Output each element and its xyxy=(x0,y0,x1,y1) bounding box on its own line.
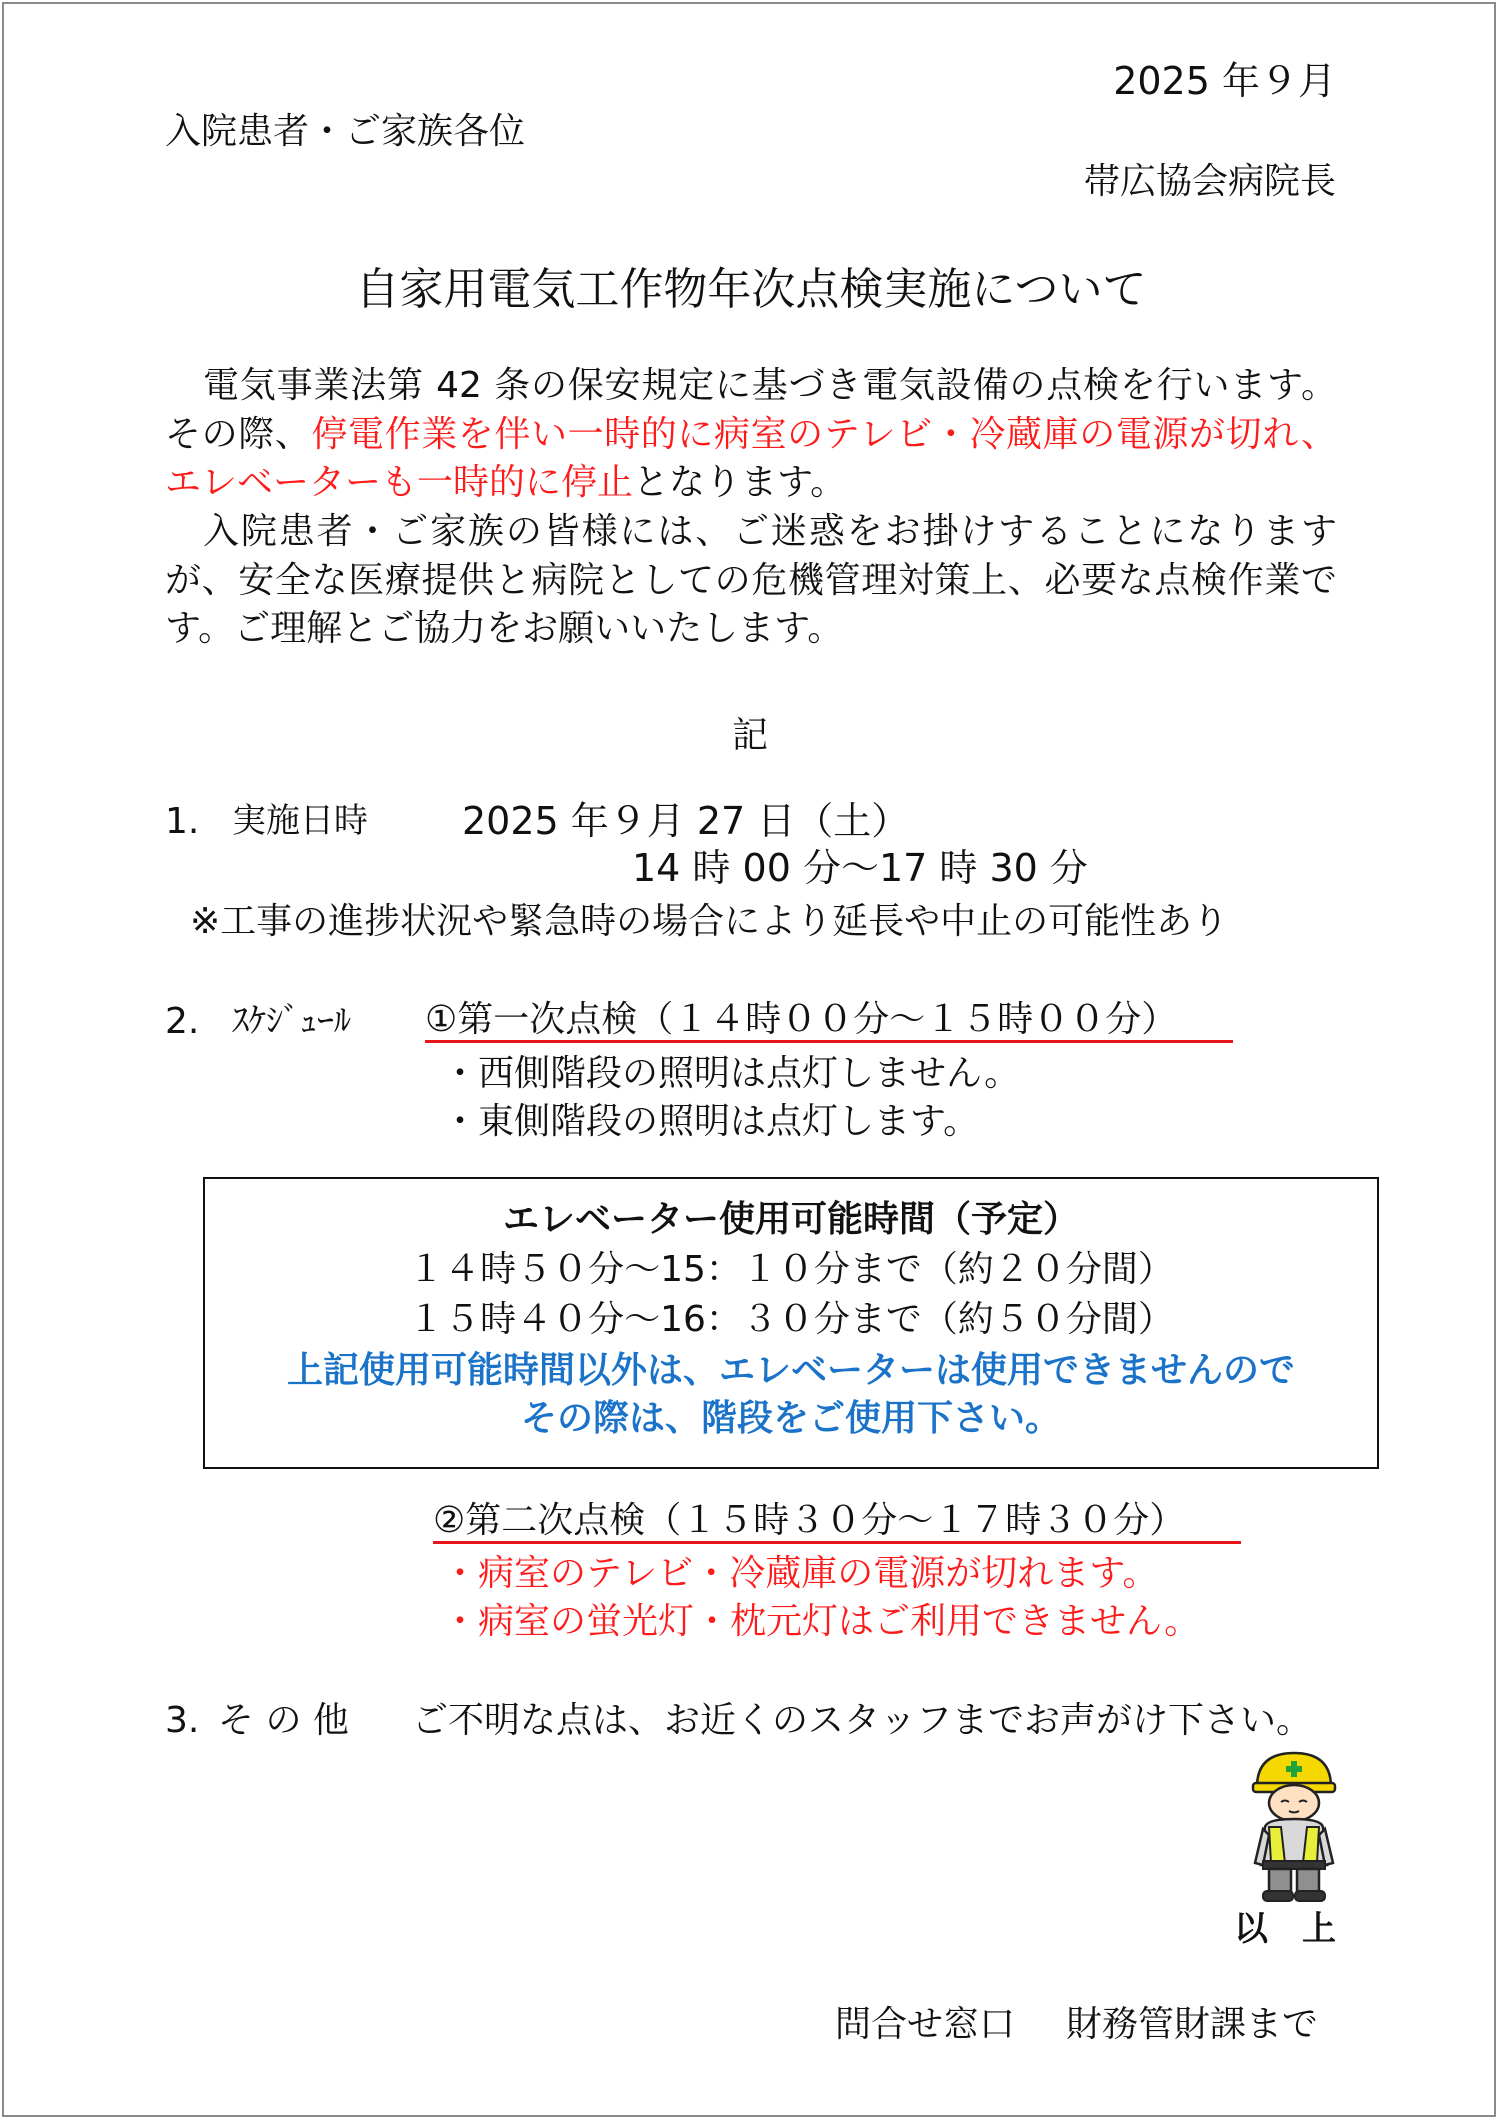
ki-marker: 記 xyxy=(731,715,768,756)
section1-label: 実施日時 xyxy=(232,801,368,841)
section3-number: 3. xyxy=(165,1700,200,1741)
page-title: 自家用電気工作物年次点検実施について xyxy=(355,264,1147,315)
intro-text-end: となります。 xyxy=(633,462,847,503)
extension-note: ※工事の進捗状況や緊急時の場合により延長や中止の可能性あり xyxy=(190,901,1229,942)
first-inspection-underline xyxy=(425,1040,1233,1043)
second-inspection-underline xyxy=(433,1541,1241,1544)
section3-label: そ の 他 xyxy=(218,1700,349,1741)
elevator-box-title: エレベーター使用可能時間（予定） xyxy=(502,1199,1079,1240)
first-inspection-item: ・西側階段の照明は点灯しません。 xyxy=(442,1053,1021,1094)
notice-date: 2025 年９月 xyxy=(1113,59,1336,103)
contact-label: 問合せ窓口 xyxy=(835,2004,1016,2045)
intro-paragraph-1 xyxy=(165,362,1337,508)
second-inspection-heading: ②第二次点検（１５時３０分～１７時３０分） xyxy=(433,1500,1186,1541)
first-inspection-heading: ①第一次点検（１４時００分～１５時００分） xyxy=(425,999,1178,1040)
elevator-notice-stairs: その際は、階段をご使用下さい。 xyxy=(520,1398,1061,1439)
elevator-window-2: １５時４０分～16：３０分まで（約５０分間） xyxy=(408,1299,1174,1340)
contact-department: 財務管財課まで xyxy=(1066,2004,1319,2045)
second-inspection-item: ・病室のテレビ・冷蔵庫の電源が切れます。 xyxy=(442,1553,1159,1594)
second-inspection-item: ・病室の蛍光灯・枕元灯はご利用できません。 xyxy=(442,1601,1201,1642)
elevator-notice: 上記使用可能時間以外は、エレベーターは使用できませんので xyxy=(286,1350,1295,1391)
section1-number: 1. xyxy=(165,801,200,842)
sender: 帯広協会病院長 xyxy=(1083,161,1336,202)
elevator-availability-box xyxy=(203,1177,1379,1469)
first-inspection-item: ・東側階段の照明は点灯します。 xyxy=(442,1101,980,1142)
section2-label: ｽｹｼﾞｭｰﾙ xyxy=(232,1001,351,1041)
closing-mark: 以 上 xyxy=(1234,1909,1336,1949)
elevator-window-1: １４時５０分～15：１０分まで（約２０分間） xyxy=(408,1249,1174,1290)
intro-paragraph-2: 入院患者・ご家族の皆様には、ご迷惑をお掛けすることになりますが、安全な医療提供と病院としての危機管理対策上、必要な点検作業です。ご理解とご協力をお願いいたします。 xyxy=(165,511,1337,649)
section2-number: 2. xyxy=(165,1001,200,1042)
construction-worker-icon xyxy=(1247,1747,1341,1905)
implementation-date: 2025 年９月 27 日（土） xyxy=(462,799,910,843)
implementation-time: 14 時 00 分～17 時 30 分 xyxy=(632,846,1088,890)
outage-warning: 停電作業を伴い一時的に病室のテレビ・冷蔵庫の電源が切れ、エレベーターも一時的に停止 xyxy=(165,413,1337,503)
addressee: 入院患者・ご家族各位 xyxy=(165,111,526,152)
intro-text: 電気事業法第 42 条の保安規定に基づき電気設備の点検を行います。その際、 xyxy=(165,365,1337,455)
contact-note: ご不明な点は、お近くのスタッフまでお声がけ下さい。 xyxy=(412,1700,1313,1741)
